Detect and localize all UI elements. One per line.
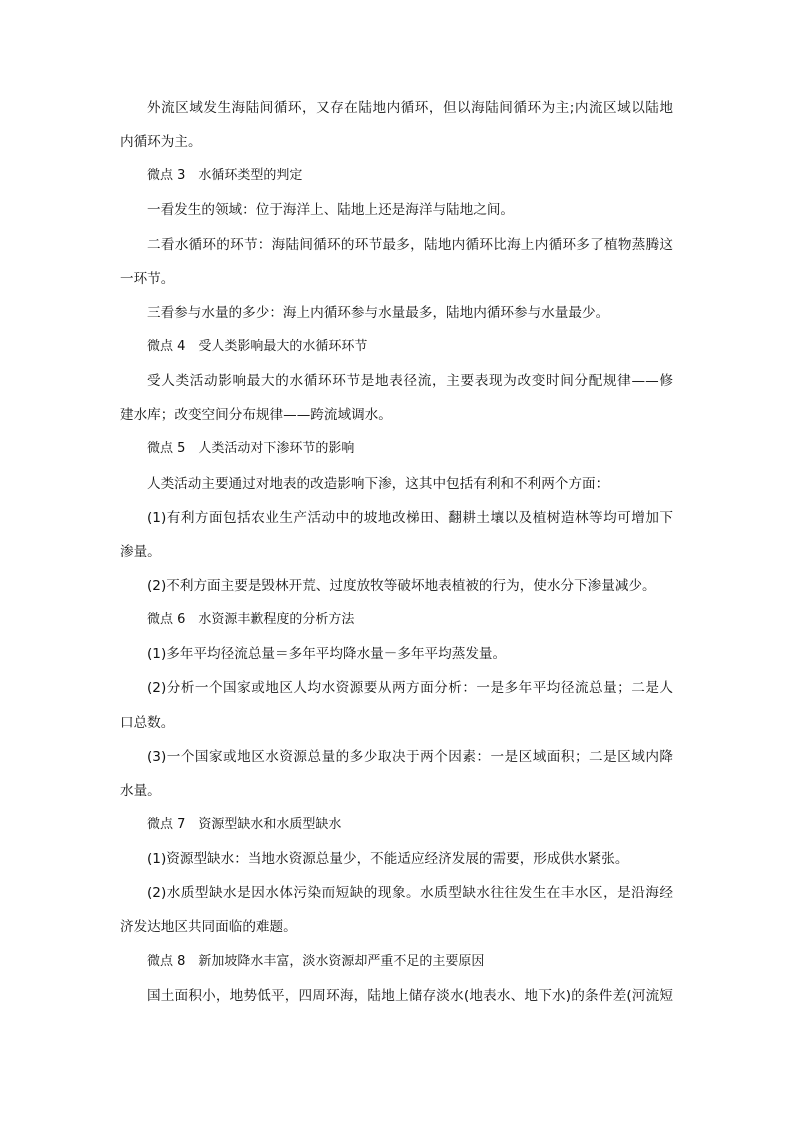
paragraph-line: 外流区域发生海陆间循环，又存在陆地内循环，但以海陆间循环为主;内流区域以陆地 — [147, 100, 673, 116]
paragraph — [0, 91, 794, 159]
paragraph-line: 口总数。 — [120, 714, 175, 731]
paragraph-line: (1)资源型缺水：当地水资源总量少，不能适应经济发展的需要，形成供水紧张。 — [147, 851, 629, 868]
section-heading: 微点 7 资源型缺水和水质型缺水 — [147, 816, 342, 832]
paragraph-line: 济发达地区共同面临的难题。 — [120, 919, 297, 936]
paragraph-line: (2)不利方面主要是毁林开荒、过度放牧等破坏地表植被的行为，使水分下渗量减少。 — [147, 577, 656, 594]
paragraph-line: 水量。 — [120, 782, 161, 799]
section-heading: 微点 6 水资源丰歉程度的分析方法 — [147, 612, 355, 628]
paragraph-line: 人类活动主要通过对地表的改造影响下渗，这其中包括有利和不利两个方面： — [147, 475, 610, 492]
paragraph-line: (1)多年平均径流总量＝多年平均降水量－多年平均蒸发量。 — [147, 646, 507, 663]
section-heading: 微点 5 人类活动对下渗环节的影响 — [147, 441, 355, 457]
paragraph-line: 三看参与水量的多少：海上内循环参与水量最多，陆地内循环参与水量最少。 — [147, 304, 610, 321]
paragraph-line: 一环节。 — [120, 270, 175, 287]
paragraph-line: (1)有利方面包括农业生产活动中的坡地改梯田、翻耕土壤以及植树造林等均可增加下 — [147, 509, 673, 526]
paragraph — [0, 228, 794, 296]
paragraph-line: 受人类活动影响最大的水循环环节是地表径流，主要表现为改变时间分配规律——修 — [147, 373, 673, 390]
paragraph-line: 二看水循环的环节：海陆间循环的环节最多，陆地内循环比海上内循环多了植物蒸腾这 — [147, 236, 673, 253]
paragraph — [0, 364, 794, 432]
paragraph-line: 一看发生的领域：位于海洋上、陆地上还是海洋与陆地之间。 — [147, 202, 515, 219]
paragraph-line: 建水库；改变空间分布规律——跨流域调水。 — [120, 407, 392, 424]
paragraph-line: 国土面积小，地势低平，四周环海，陆地上储存淡水(地表水、地下水)的条件差(河流短 — [147, 987, 673, 1004]
section-heading: 微点 8 新加坡降水丰富，淡水资源却严重不足的主要原因 — [147, 953, 485, 969]
paragraph-line: (2)分析一个国家或地区人均水资源要从两方面分析：一是多年平均径流总量；二是人 — [147, 680, 673, 697]
paragraph-line: 渗量。 — [120, 543, 161, 560]
paragraph — [0, 876, 794, 944]
section-heading: 微点 3 水循环类型的判定 — [147, 168, 303, 184]
paragraph-line: (3)一个国家或地区水资源总量的多少取决于两个因素：一是区域面积；二是区域内降 — [147, 748, 673, 765]
paragraph — [0, 501, 794, 569]
paragraph-line: 内循环为主。 — [120, 134, 202, 151]
paragraph — [0, 671, 794, 739]
paragraph — [0, 740, 794, 808]
paragraph-line: (2)水质型缺水是因水体污染而短缺的现象。水质型缺水往往发生在丰水区，是沿海经 — [147, 885, 673, 902]
section-heading: 微点 4 受人类影响最大的水循环环节 — [147, 338, 368, 354]
